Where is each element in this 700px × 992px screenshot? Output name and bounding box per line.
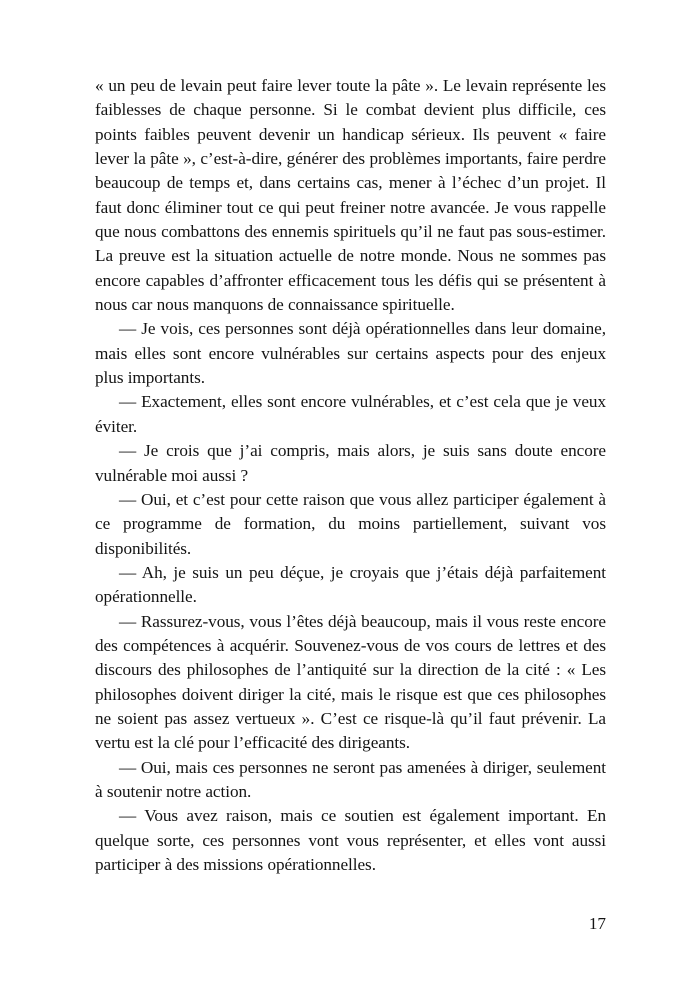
dialogue-paragraph: — Oui, et c’est pour cette raison que vous allez participer également à ce programme de formation, du moins partiellement, suivant vos disponibilités.: [95, 489, 606, 558]
page-number: 17: [588, 914, 606, 933]
page-body: [95, 74, 606, 877]
dialogue-paragraph: — Rassurez-vous, vous l’êtes déjà beaucoup, mais il vous reste encore des compétences à acquérir. Souvenez-vous de vos cours de lettres et des discours des philosophes de l’antiquité sur la direction de la cité : « Les philosophes doivent diriger la cité, mais le risque est que ces philosophes ne soient pas assez vertueux ». C’est ce risque-là qu’il faut prévenir. La vertu est la clé pour l’efficacité des dirigeants.: [95, 611, 606, 753]
dialogue-paragraph: — Je vois, ces personnes sont déjà opérationnelles dans leur domaine, mais elles sont encore vulnérables sur certains aspects pour des enjeux plus importants.: [95, 319, 606, 388]
dialogue-paragraph: — Vous avez raison, mais ce soutien est également important. En quelque sorte, ces personnes vont vous représenter, et elles vont aussi participer à des missions opérationnelles.: [95, 806, 606, 874]
dialogue-paragraph: — Je crois que j’ai compris, mais alors, je suis sans doute encore vulnérable moi aussi ?: [95, 441, 606, 485]
dialogue-paragraph: — Exactement, elles sont encore vulnérables, et c’est cela que je veux éviter.: [95, 392, 606, 436]
dialogue-paragraph: — Oui, mais ces personnes ne seront pas amenées à diriger, seulement à soutenir notre action.: [95, 757, 606, 801]
dialogue-paragraph: — Ah, je suis un peu déçue, je croyais que j’étais déjà parfaitement opérationnelle.: [95, 562, 606, 607]
paragraph-continuation: « un peu de levain peut faire lever toute la pâte ». Le levain représente les faiblesses de chaque personne. Si le combat devient plus difficile, ces points faibles peuvent devenir un handicap sérieux. Ils peuvent « faire lever la pâte », c’est-à-dire, générer des problèmes importants, faire perdre beaucoup de temps et, dans certains cas, mener à l’échec d’un projet. Il faut donc éliminer tout ce qui peut freiner notre avancée. Je vous rappelle que nous combattons des ennemis spirituels qu’il ne faut pas sous-estimer. La preuve est la situation actuelle de notre monde. Nous ne sommes pas encore capables d’affronter efficacement tous les défis qui se présentent à nous car nous manquons de connaissance spirituelle.: [95, 76, 606, 315]
